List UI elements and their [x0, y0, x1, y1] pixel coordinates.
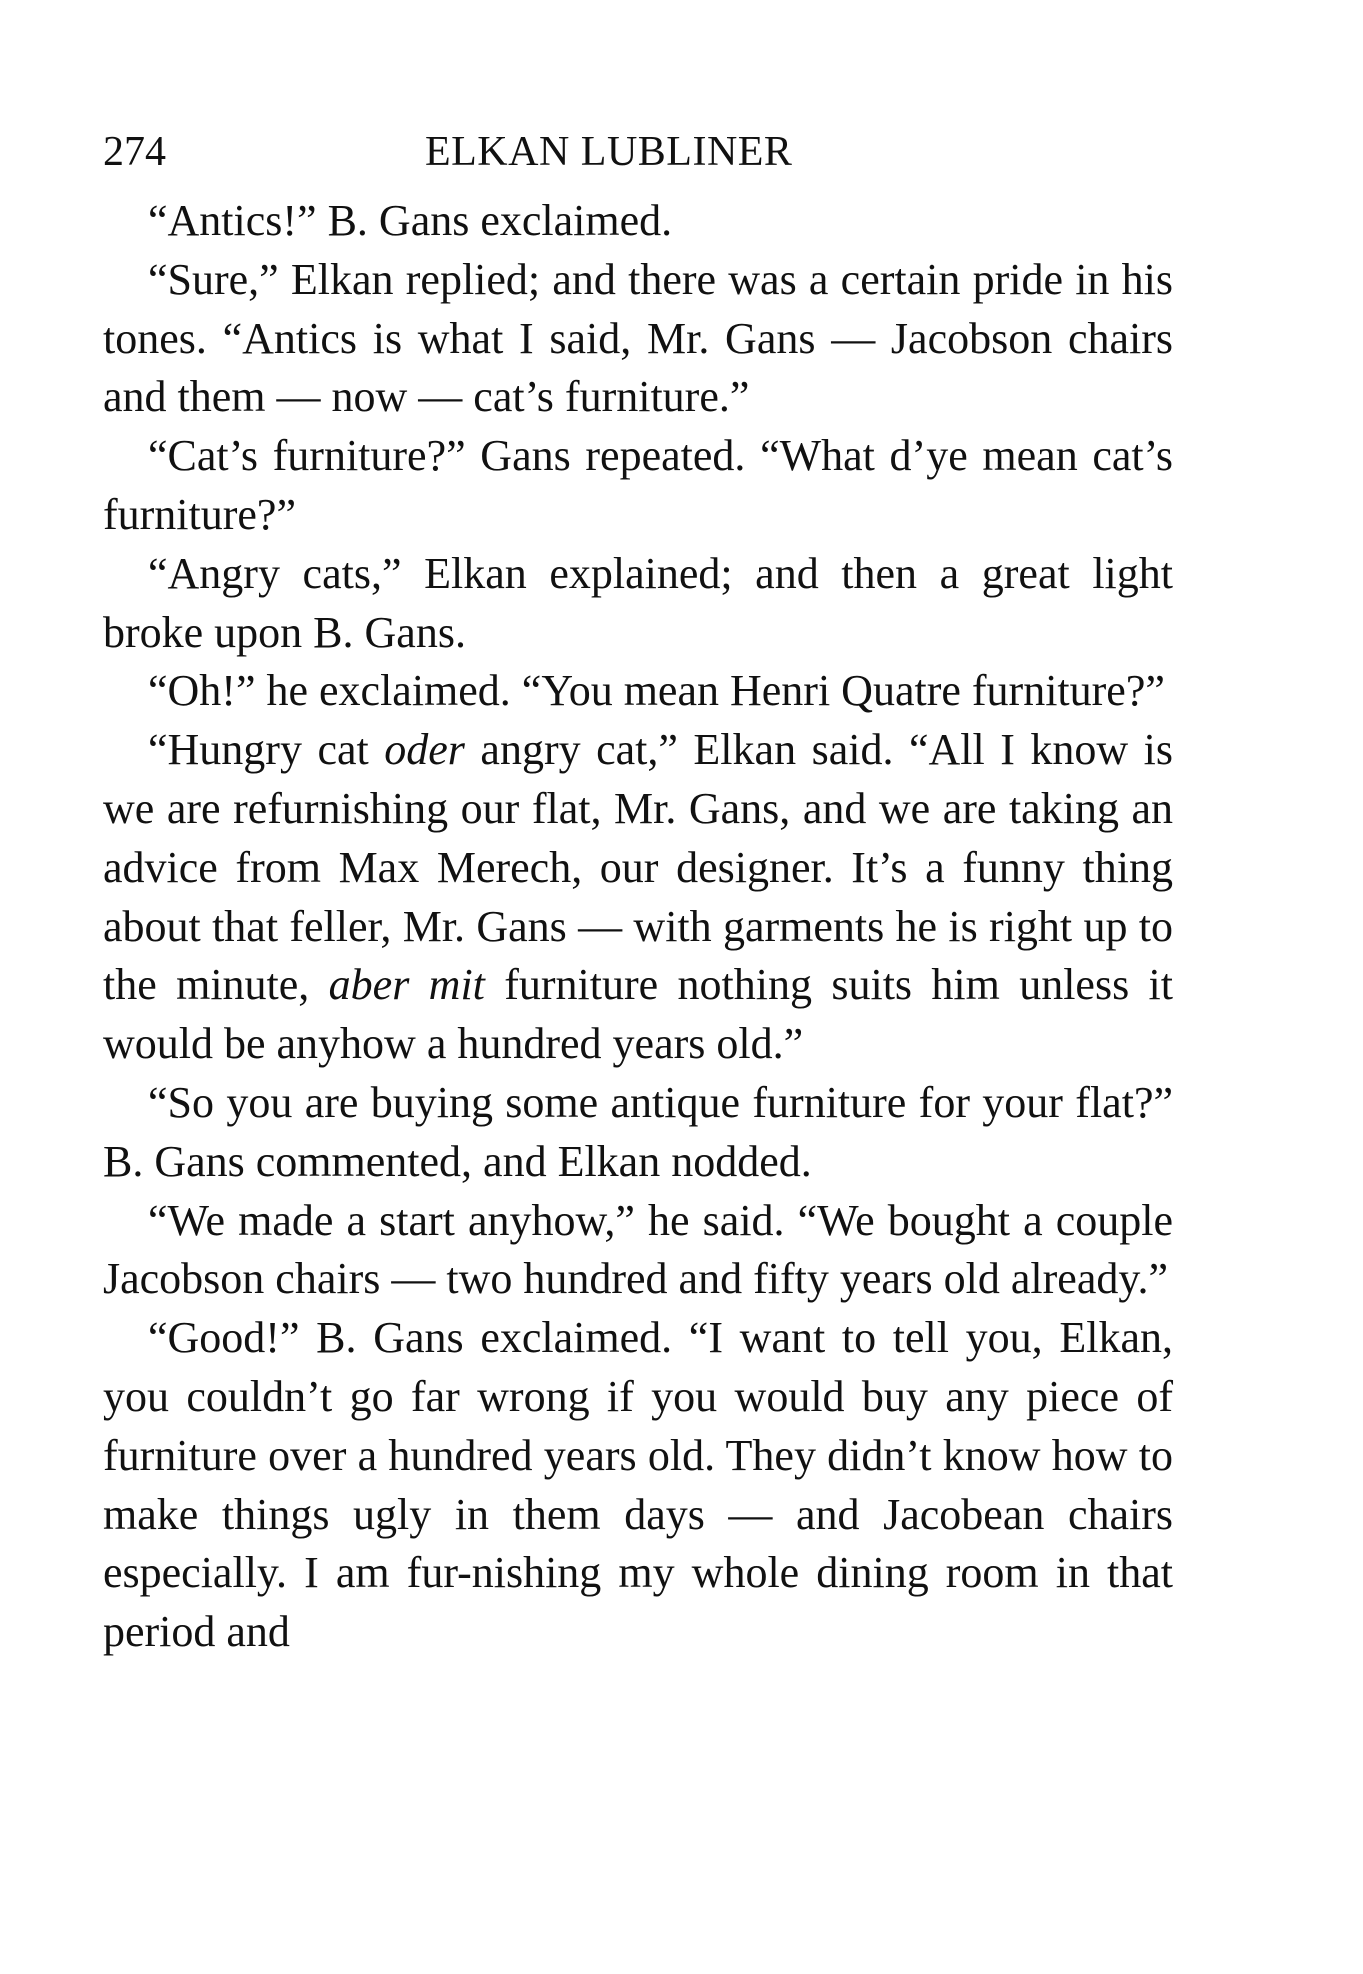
paragraph-text: angry cat,” Elkan said. “All I know is we are refurnishing our flat, Mr. Gans, and we are taking an advice from Max Merech, our designer. It’s a funny thing about that feller, Mr. Gans — with garments he is right up to the minute,: [103, 725, 1174, 1010]
italic-phrase: oder: [384, 725, 465, 775]
paragraph-text: “Sure,” Elkan replied; and there was a certain pride in his tones. “Antics is what I said, Mr. Gans — Jacobson chairs and them — now — cat’s furniture.”: [103, 254, 1173, 422]
paragraph-text: “Antics!” B. Gans exclaimed.: [148, 196, 673, 245]
paragraph: [103, 1074, 1173, 1192]
paragraph-text: “Cat’s furniture?” Gans repeated. “What d’ye mean cat’s furniture?”: [103, 431, 1173, 539]
page-header: [103, 122, 1173, 182]
paragraph: [103, 721, 1173, 1074]
paragraph: [103, 1309, 1173, 1662]
paragraph: [103, 192, 1173, 251]
paragraph: [103, 427, 1173, 545]
paragraph-text: “Hungry cat: [148, 725, 385, 775]
paragraph: [103, 545, 1173, 663]
italic-phrase: aber mit: [328, 960, 485, 1010]
paragraph-text: furniture nothing suits him unless it would be anyhow a hundred years old.”: [103, 960, 1173, 1069]
page-number: 274: [103, 129, 166, 175]
paragraph: [103, 251, 1173, 427]
paragraph-text: “So you are buying some antique furniture for your flat?” B. Gans commented, and Elkan nodded.: [103, 1077, 1173, 1186]
paragraph: [103, 1192, 1173, 1310]
paragraph-text: “We made a start anyhow,” he said. “We bought a couple Jacobson chairs — two hundred and fifty years old already.”: [103, 1195, 1173, 1304]
paragraph: [103, 662, 1173, 721]
body-text: [103, 192, 1173, 1662]
paragraph-text: “Oh!” he exclaimed. “You mean Henri Quatre furniture?”: [148, 666, 1165, 716]
paragraph-text: “Good!” B. Gans exclaimed. “I want to tell you, Elkan, you couldn’t go far wrong if you would buy any piece of furniture over a hundred years old. They didn’t know how to make things ugly in them days — and Jacobean chairs especially. I am fur-nishing my whole dining room in that period and: [103, 1313, 1173, 1657]
paragraph-text: “Angry cats,” Elkan explained; and then a great light broke upon B. Gans.: [103, 548, 1173, 657]
running-title: ELKAN LUBLINER: [425, 129, 793, 175]
